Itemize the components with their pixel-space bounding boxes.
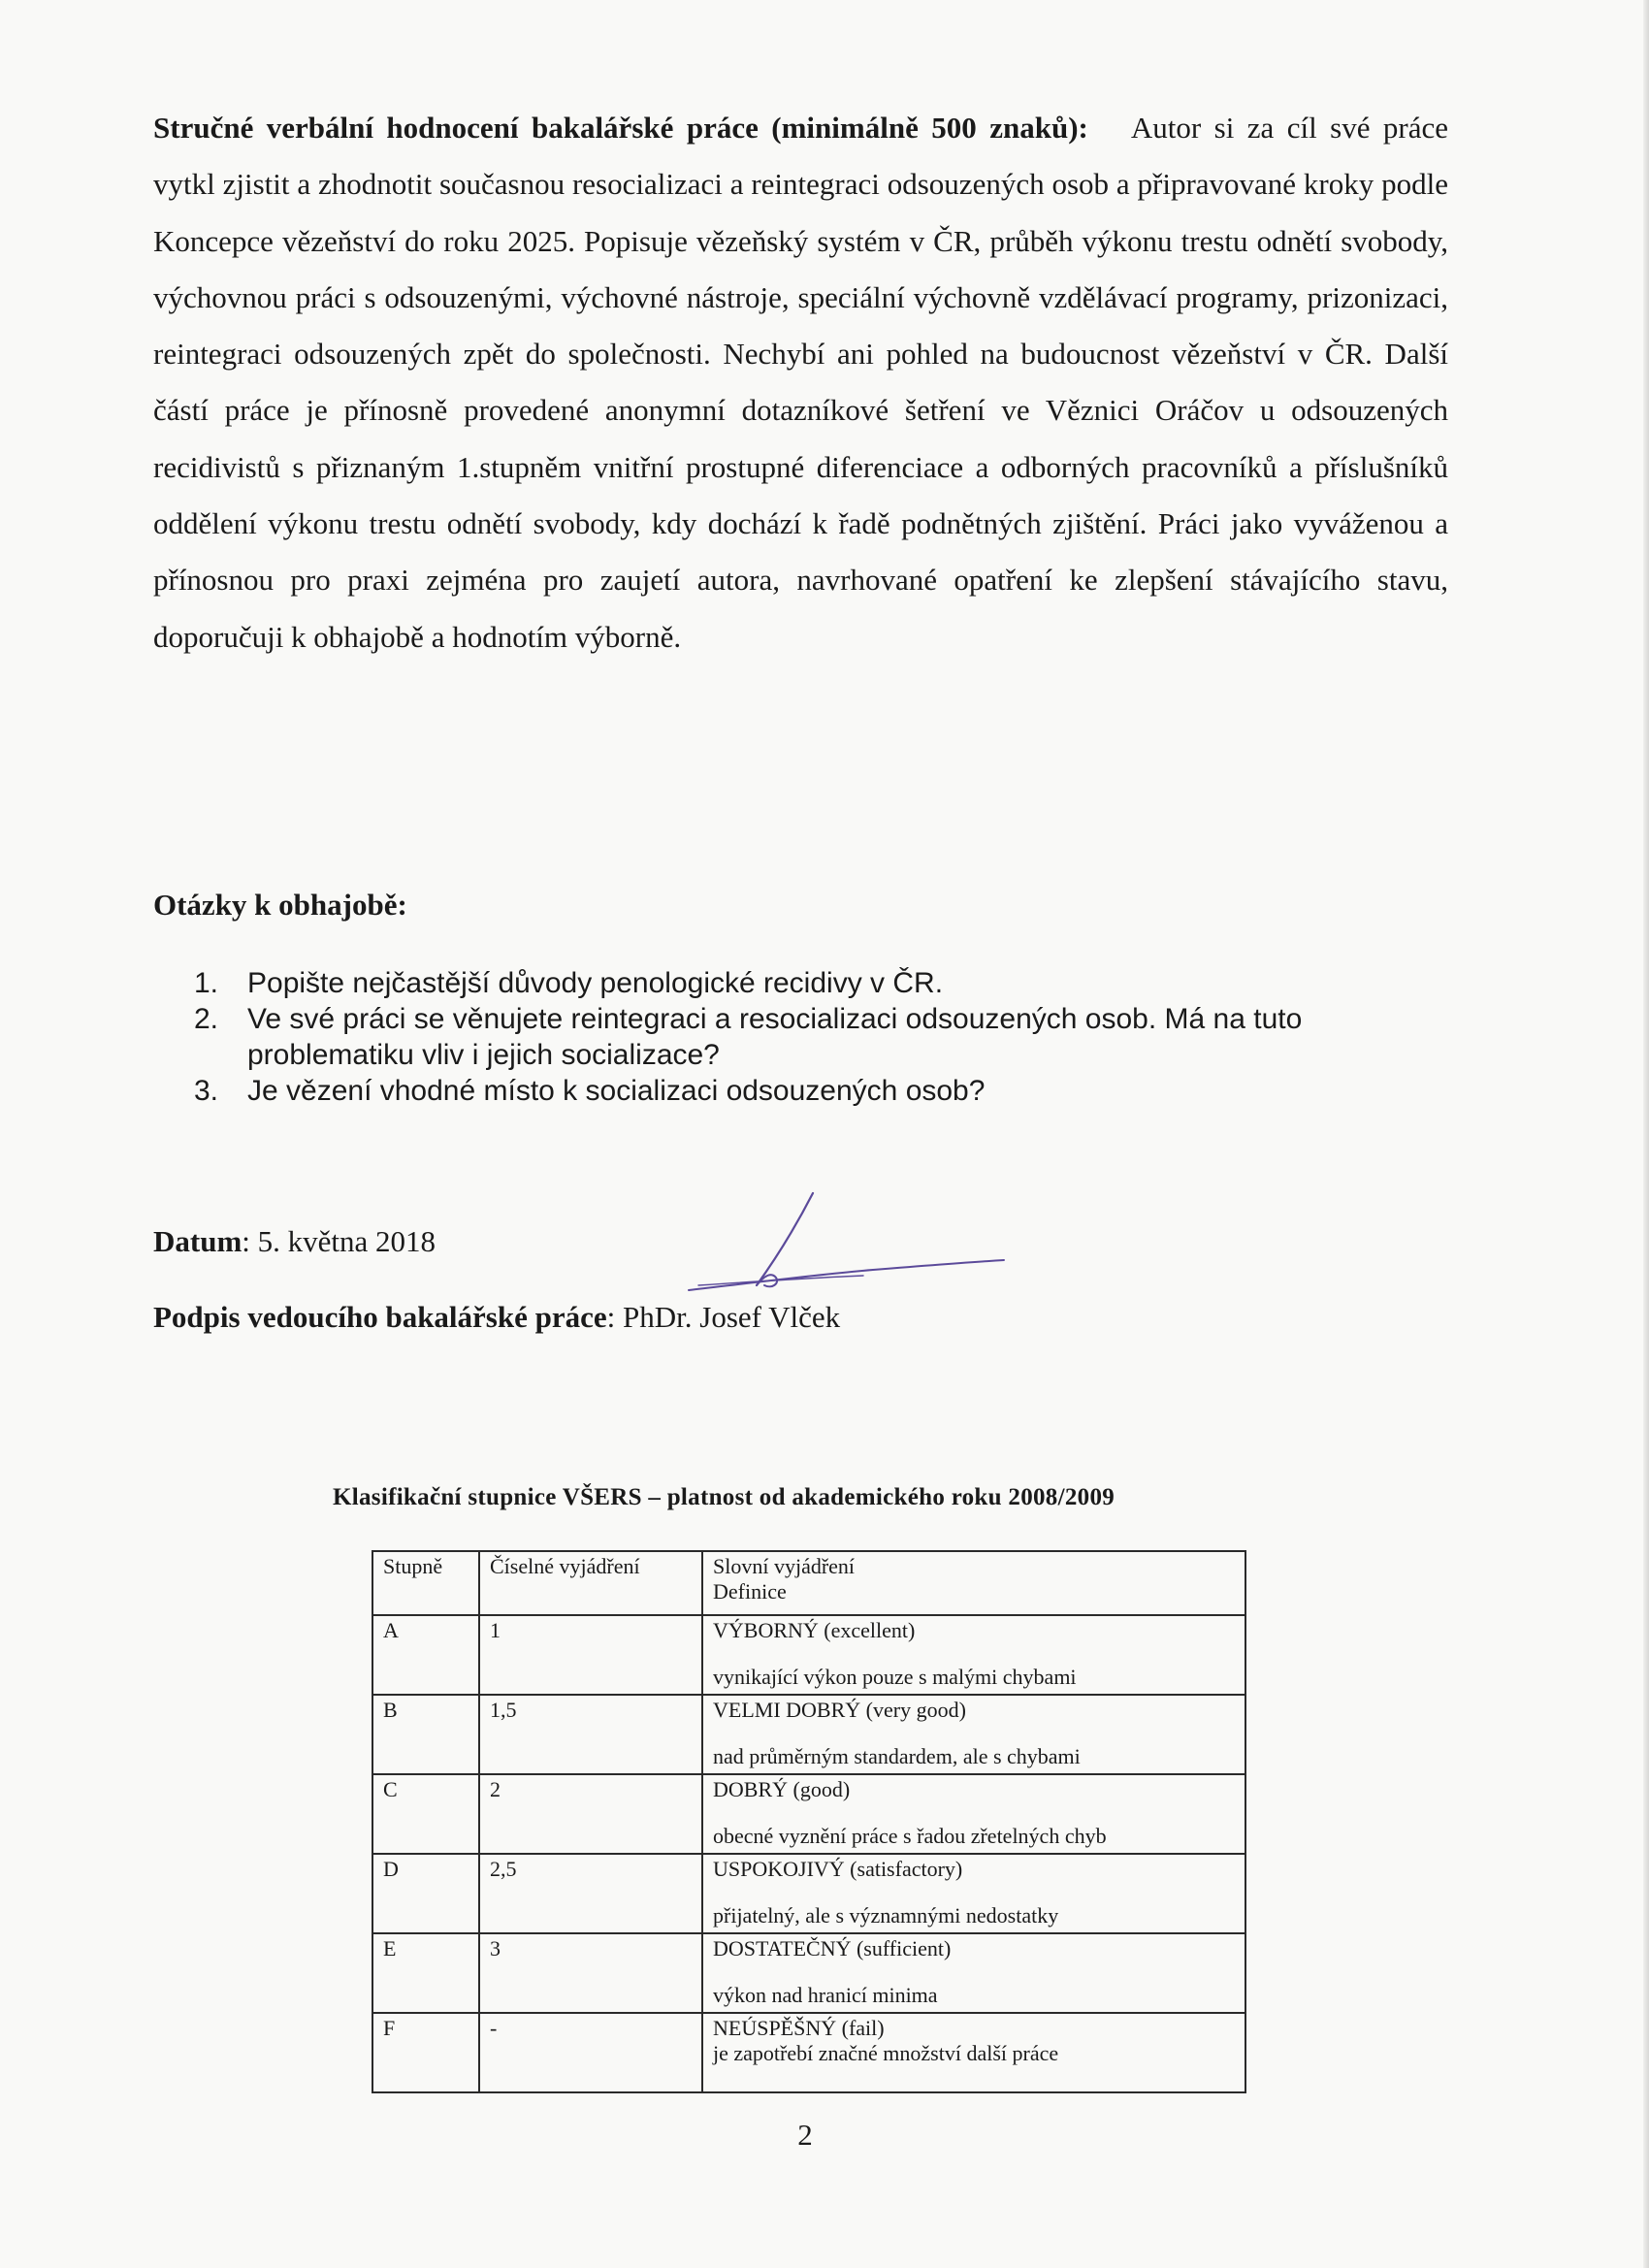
header-definition: Definice	[713, 1579, 787, 1604]
grade-cell: D	[372, 1854, 479, 1933]
word-definition-cell	[702, 2013, 1245, 2092]
definition-cell: je zapotřebí značné množství další práce	[713, 2041, 1059, 2065]
word-cell: NEÚSPĚŠNÝ (fail)	[713, 2016, 885, 2040]
header-grade: Stupně	[372, 1551, 479, 1615]
supervisor-name: PhDr. Josef Vlček	[623, 1300, 841, 1334]
questions-heading: Otázky k obhajobě:	[153, 888, 407, 922]
table-row	[372, 1615, 1245, 1695]
signature-label: Podpis vedoucího bakalářské práce	[153, 1300, 607, 1334]
grade-cell: E	[372, 1933, 479, 2013]
number-cell: 2,5	[479, 1854, 702, 1933]
question-item	[194, 1001, 1358, 1073]
question-text: Ve své práci se věnujete reintegraci a resocializaci odsouzených osob. Má na tuto problematiku vliv i jejich socializace?	[247, 1003, 1303, 1071]
definition-cell: výkon nad hranicí minima	[713, 1983, 938, 2007]
header-word: Slovní vyjádření	[713, 1554, 856, 1578]
date-line: Datum: 5. května 2018	[153, 1224, 436, 1258]
word-cell: DOSTATEČNÝ (sufficient)	[713, 1936, 952, 1960]
handwritten-signature	[679, 1188, 1009, 1295]
word-definition-cell	[702, 1695, 1245, 1774]
word-definition-cell	[702, 1774, 1245, 1854]
evaluation-heading: Stručné verbální hodnocení bakalářské práce (minimálně 500 znaků):	[153, 111, 1088, 145]
date-label: Datum	[153, 1224, 242, 1258]
question-number: 1.	[194, 967, 219, 999]
number-cell: 1,5	[479, 1695, 702, 1774]
word-definition-cell	[702, 1615, 1245, 1695]
header-word-definition	[702, 1551, 1245, 1615]
evaluation-text: Autor si za cíl své práce vytkl zjistit a zhodnotit současnou resocializaci a reintegraci odsouzených osob a připravované kroky podle Koncepce vězeňství do roku 2025. Popisuje vězeňský systém v ČR, průběh výkonu trestu odnětí svobody, výchovnou práci s odsouzenými, výchovné nástroje, speciální výchovně vzdělávací programy, prizonizaci, reintegraci odsouzených zpět do společnosti. Nechybí ani pohled na budoucnost vězeňství v ČR. Další částí práce je přínosně provedené anonymní dotazníkové šetření ve Věznici Oráčov u odsouzených recidivistů s přiznaným 1.stupněm vnitřní prostupné diferenciace a odborných pracovníků a příslušníků oddělení výkonu trestu odnětí svobody, kdy dochází k řadě podnětných zjištění. Práci jako vyváženou a přínosnou pro praxi zejména pro zaujetí autora, navrhované opatření ke zlepšení stávajícího stavu, doporučuji k obhajobě a hodnotím výborně.	[153, 111, 1448, 654]
grade-cell: C	[372, 1774, 479, 1854]
number-cell: 3	[479, 1933, 702, 2013]
definition-cell: vynikající výkon pouze s malými chybami	[713, 1665, 1077, 1689]
question-item	[194, 1073, 1358, 1109]
table-header-row	[372, 1551, 1245, 1615]
word-definition-cell	[702, 1854, 1245, 1933]
definition-cell: přijatelný, ale s významnými nedostatky	[713, 1903, 1059, 1928]
word-cell: VELMI DOBRÝ (very good)	[713, 1698, 966, 1722]
question-number: 2.	[194, 1003, 219, 1035]
table-row	[372, 1854, 1245, 1933]
grading-scale-table	[372, 1550, 1246, 2093]
table-row	[372, 1933, 1245, 2013]
grade-cell: B	[372, 1695, 479, 1774]
question-item	[194, 965, 1358, 1001]
number-cell: 1	[479, 1615, 702, 1695]
table-row	[372, 1695, 1245, 1774]
question-number: 3.	[194, 1075, 219, 1107]
header-number: Číselné vyjádření	[479, 1551, 702, 1615]
signature-line: Podpis vedoucího bakalářské práce: PhDr. Josef Vlček	[153, 1300, 841, 1334]
evaluation-paragraph	[153, 100, 1448, 665]
definition-cell: nad průměrným standardem, ale s chybami	[713, 1744, 1081, 1768]
grade-cell: F	[372, 2013, 479, 2092]
date-value: 5. května 2018	[257, 1224, 436, 1258]
grade-cell: A	[372, 1615, 479, 1695]
word-definition-cell	[702, 1933, 1245, 2013]
scale-title: Klasifikační stupnice VŠERS – platnost od akademického roku 2008/2009	[333, 1484, 1116, 1510]
word-cell: USPOKOJIVÝ (satisfactory)	[713, 1857, 963, 1881]
word-cell: DOBRÝ (good)	[713, 1777, 851, 1801]
questions-list	[194, 965, 1358, 1109]
page-number: 2	[797, 2118, 813, 2152]
scan-edge	[1643, 0, 1649, 2268]
definition-cell: obecné vyznění práce s řadou zřetelných chyb	[713, 1824, 1107, 1848]
number-cell: 2	[479, 1774, 702, 1854]
question-text: Je vězení vhodné místo k socializaci odsouzených osob?	[247, 1075, 986, 1107]
word-cell: VÝBORNÝ (excellent)	[713, 1618, 916, 1642]
table-row	[372, 1774, 1245, 1854]
question-text: Popište nejčastější důvody penologické recidivy v ČR.	[247, 967, 944, 999]
number-cell: -	[479, 2013, 702, 2092]
table-row	[372, 2013, 1245, 2092]
